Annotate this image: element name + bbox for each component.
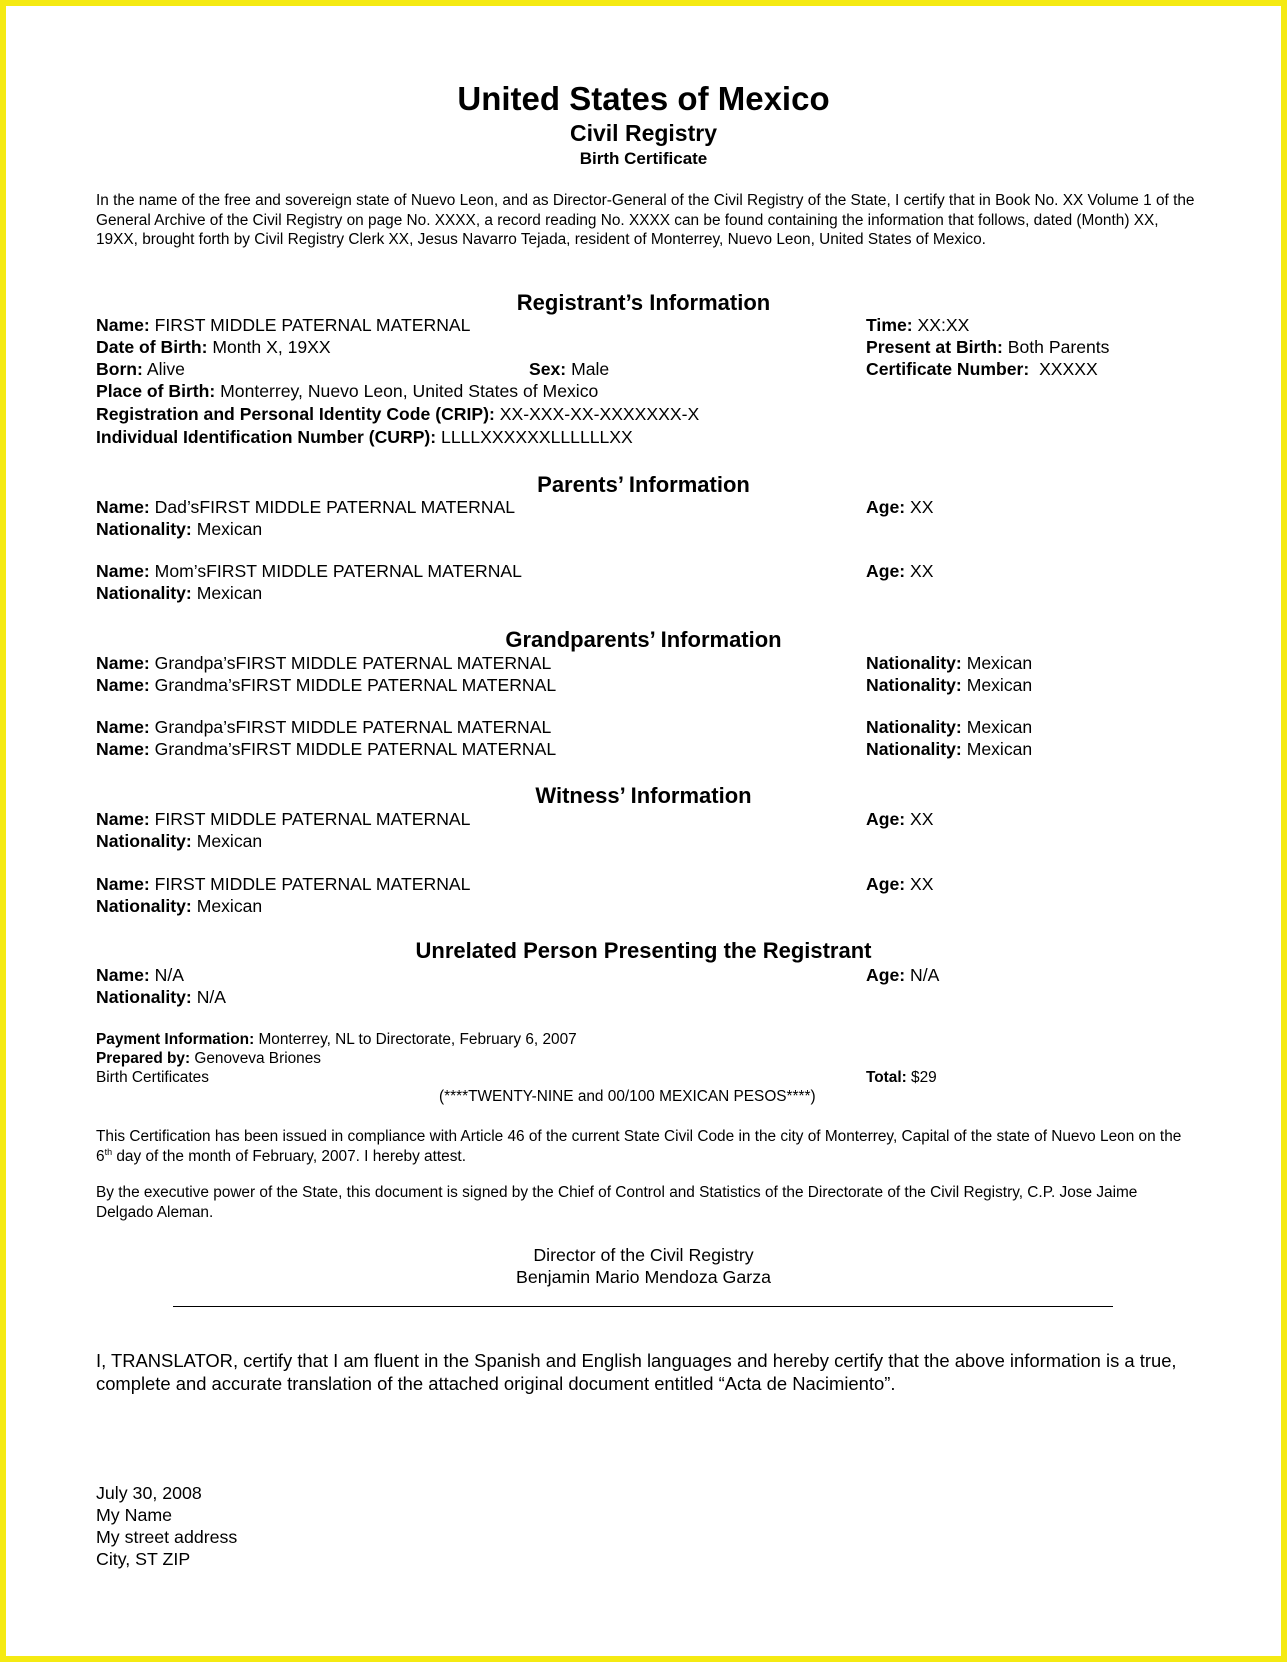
registrant-name: [96, 315, 470, 336]
field-label: Name:: [96, 653, 150, 673]
parent-age: [866, 497, 933, 518]
footer-street: My street address: [96, 1527, 238, 1547]
field-label: Present at Birth:: [866, 337, 1003, 357]
unrelated-nationality: [96, 987, 226, 1008]
field-value: XX:XX: [917, 315, 970, 335]
unrelated-age: [866, 965, 939, 986]
parent-name: [96, 561, 522, 582]
field-value: Male: [571, 359, 610, 379]
field-value: FIRST MIDDLE PATERNAL MATERNAL: [154, 874, 471, 894]
parent-nationality: [96, 519, 262, 540]
witness-age: [866, 874, 933, 895]
field-label: Certificate Number:: [866, 359, 1030, 379]
field-value: FIRST MIDDLE PATERNAL MATERNAL: [154, 315, 471, 335]
unrelated-heading: Unrelated Person Presenting the Registrant: [415, 938, 872, 963]
registrant-dob: [96, 337, 331, 358]
field-value: XX: [910, 561, 934, 581]
field-value: Mom’sFIRST MIDDLE PATERNAL MATERNAL: [154, 561, 522, 581]
field-label: Age:: [866, 497, 906, 517]
field-value: N/A: [910, 965, 940, 985]
field-label: Total:: [866, 1069, 907, 1086]
field-label: Name:: [96, 739, 150, 759]
field-label: Nationality:: [96, 519, 192, 539]
field-label: Individual Identification Number (CURP):: [96, 427, 437, 447]
payment-words: (****TWENTY-NINE and 00/100 MEXICAN PESOS****): [439, 1088, 816, 1105]
field-label: Date of Birth:: [96, 337, 208, 357]
field-value: Grandma’sFIRST MIDDLE PATERNAL MATERNAL: [154, 675, 557, 695]
field-value: Month X, 19XX: [212, 337, 331, 357]
certification-text: day of the month of February, 2007. I hereby attest.: [112, 1147, 466, 1165]
field-value: N/A: [196, 987, 227, 1007]
field-label: Nationality:: [866, 675, 962, 695]
field-label: Nationality:: [96, 896, 192, 916]
ordinal-suffix: th: [104, 1146, 113, 1157]
witness-nationality: [96, 831, 262, 852]
field-value: Monterrey, Nuevo Leon, United States of Mexico: [220, 381, 599, 401]
witness-heading: Witness’ Information: [535, 783, 752, 808]
field-value: Mexican: [966, 717, 1033, 737]
field-label: Place of Birth:: [96, 381, 216, 401]
signature-line: [173, 1306, 1113, 1307]
field-value: Alive: [146, 359, 185, 379]
certificate-type: Birth Certificate: [579, 149, 708, 168]
witness-name: [96, 809, 470, 830]
field-label: Registration and Personal Identity Code (CRIP):: [96, 404, 495, 424]
field-value: Mexican: [196, 831, 263, 851]
field-label: Name:: [96, 874, 150, 894]
prepared-by: [96, 1049, 321, 1068]
field-label: Nationality:: [96, 583, 192, 603]
grandparent-name: [96, 653, 551, 674]
registrant-heading: Registrant’s Information: [516, 290, 771, 315]
registrant-curp: [96, 427, 633, 448]
field-label: Age:: [866, 561, 906, 581]
field-label: Age:: [866, 809, 906, 829]
field-value: Grandpa’sFIRST MIDDLE PATERNAL MATERNAL: [154, 653, 552, 673]
field-label: Prepared by:: [96, 1050, 191, 1067]
field-value: XX: [910, 809, 934, 829]
witness-nationality: [96, 896, 262, 917]
registrant-crip: [96, 404, 699, 425]
certification-paragraph: [96, 1127, 1196, 1166]
field-value: Grandma’sFIRST MIDDLE PATERNAL MATERNAL: [154, 739, 557, 759]
signature-title: Director of the Civil Registry: [533, 1245, 754, 1265]
executive-power-paragraph: By the executive power of the State, this document is signed by the Chief of Control and Statistics of the Directorate of the Civil Registry, C.P. Jose Jaime Delgado Aleman.: [96, 1184, 1138, 1221]
field-value: Grandpa’sFIRST MIDDLE PATERNAL MATERNAL: [154, 717, 552, 737]
field-value: Mexican: [196, 519, 263, 539]
registrant-born: [96, 359, 185, 380]
field-label: Age:: [866, 874, 906, 894]
grandparent-nationality: [866, 739, 1032, 760]
registrant-cert-number: [866, 359, 1098, 380]
translator-statement: I, TRANSLATOR, certify that I am fluent in the Spanish and English languages and hereby certify that the above information is a true, complete and accurate translation of the attached original document entitled “Acta de Nacimiento”.: [96, 1350, 1177, 1394]
registrant-time: [866, 315, 969, 336]
certification-text: This Certification has been issued in compliance with Article 46 of the current State Civil Code in the city of Monterrey, Capital of the state of Nuevo Leon on the 6: [96, 1128, 1182, 1165]
grandparents-heading: Grandparents’ Information: [505, 627, 782, 652]
field-label: Nationality:: [866, 717, 962, 737]
field-label: Name:: [96, 497, 150, 517]
field-value: Mexican: [966, 675, 1033, 695]
field-label: Nationality:: [96, 987, 192, 1007]
field-label: Payment Information:: [96, 1031, 255, 1048]
field-label: Nationality:: [866, 739, 962, 759]
parent-name: [96, 497, 515, 518]
grandparent-nationality: [866, 675, 1032, 696]
field-label: Name:: [96, 717, 150, 737]
field-label: Time:: [866, 315, 913, 335]
footer-date: July 30, 2008: [96, 1483, 202, 1503]
footer-city: City, ST ZIP: [96, 1549, 191, 1569]
payment-total: [866, 1068, 937, 1087]
field-value: $29: [911, 1069, 937, 1086]
field-label: Name:: [96, 561, 150, 581]
registry-subtitle: Civil Registry: [570, 120, 717, 146]
field-value: LLLLXXXXXXLLLLLLXX: [441, 427, 633, 447]
field-label: Nationality:: [96, 831, 192, 851]
grandparent-name: [96, 739, 556, 760]
registrant-place: [96, 381, 598, 402]
field-value: Mexican: [966, 653, 1033, 673]
parent-age: [866, 561, 933, 582]
witness-name: [96, 874, 470, 895]
field-value: Mexican: [196, 583, 263, 603]
grandparent-nationality: [866, 653, 1032, 674]
unrelated-name: [96, 965, 184, 986]
parent-nationality: [96, 583, 262, 604]
field-label: Born:: [96, 359, 143, 379]
field-value: Genoveva Briones: [194, 1050, 321, 1067]
witness-age: [866, 809, 933, 830]
parents-heading: Parents’ Information: [537, 472, 750, 497]
registrant-present: [866, 337, 1109, 358]
grandparent-name: [96, 675, 556, 696]
payment-item: Birth Certificates: [96, 1069, 209, 1086]
field-label: Name:: [96, 315, 150, 335]
field-value: Mexican: [196, 896, 263, 916]
footer-name: My Name: [96, 1505, 173, 1525]
field-value: Both Parents: [1007, 337, 1110, 357]
field-value: N/A: [154, 965, 185, 985]
field-value: XX-XXX-XX-XXXXXXX-X: [499, 404, 700, 424]
field-value: XX: [910, 497, 934, 517]
field-value: XX: [910, 874, 934, 894]
field-label: Name:: [96, 965, 150, 985]
field-label: Name:: [96, 675, 150, 695]
registrant-sex: [529, 359, 609, 380]
signature-name: Benjamin Mario Mendoza Garza: [516, 1267, 771, 1287]
payment-info: [96, 1030, 577, 1049]
grandparent-name: [96, 717, 551, 738]
field-value: FIRST MIDDLE PATERNAL MATERNAL: [154, 809, 471, 829]
field-label: Sex:: [529, 359, 567, 379]
field-value: Monterrey, NL to Directorate, February 6, 2007: [258, 1031, 577, 1048]
field-value: Mexican: [966, 739, 1033, 759]
field-label: Name:: [96, 809, 150, 829]
document-title: United States of Mexico: [457, 80, 830, 117]
field-value: XXXXX: [1039, 359, 1098, 379]
field-label: Nationality:: [866, 653, 962, 673]
field-value: Dad’sFIRST MIDDLE PATERNAL MATERNAL: [154, 497, 516, 517]
grandparent-nationality: [866, 717, 1032, 738]
field-label: Age:: [866, 965, 906, 985]
intro-paragraph: In the name of the free and sovereign state of Nuevo Leon, and as Director-General of the Civil Registry of the State, I certify that in Book No. XX Volume 1 of the General Archive of the Civil Registry on page No. XXXX, a record reading No. XXXX can be found containing the information that follows, dated (Month) XX, 19XX, brought forth by Civil Registry Clerk XX, Jesus Navarro Tejada, resident of Monterrey, Nuevo Leon, United States of Mexico.: [96, 192, 1195, 248]
